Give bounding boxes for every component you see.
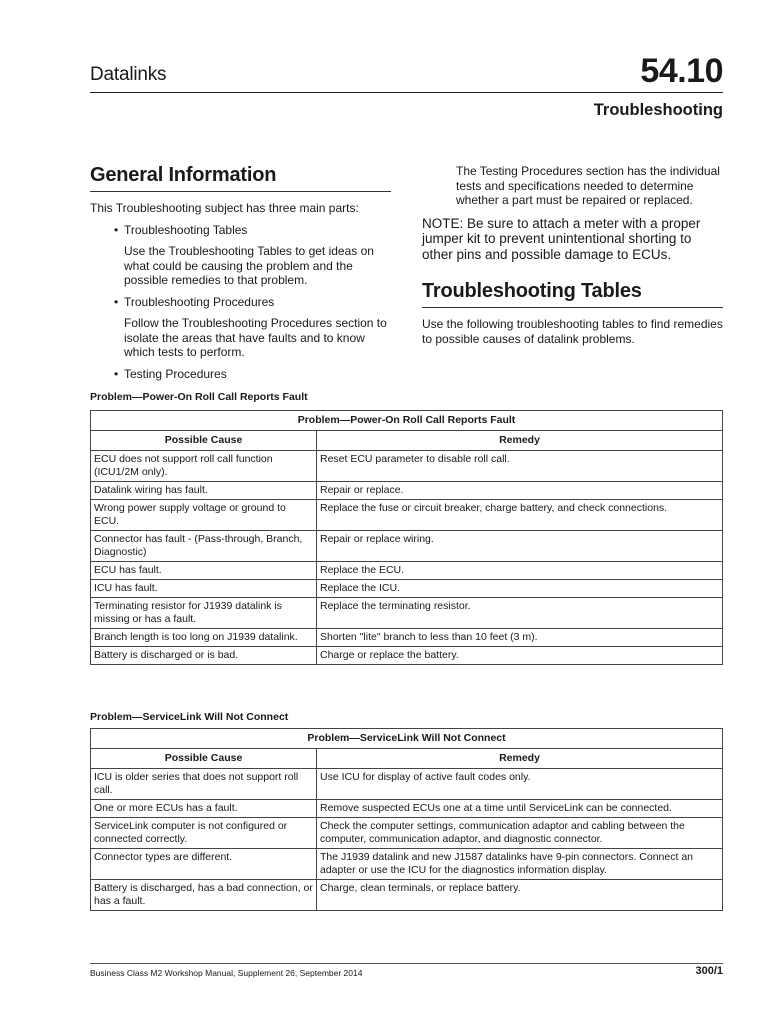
table-row <box>91 562 723 580</box>
table-row <box>91 849 723 880</box>
troubleshooting-tables-heading: Troubleshooting Tables <box>422 280 723 308</box>
table-row <box>91 531 723 562</box>
remedy-cell: Check the computer settings, communication adaptor and cabling between the computer, communication adaptor, and diagnostic connector. <box>317 818 723 849</box>
table-row <box>91 647 723 665</box>
page-subtitle: Troubleshooting <box>593 101 723 119</box>
tables-intro: Use the following troubleshooting tables to find remedies to possible causes of datalink problems. <box>422 317 723 346</box>
left-column <box>90 164 391 381</box>
cause-cell: ICU has fault. <box>91 580 317 598</box>
column-header-remedy: Remedy <box>317 431 723 451</box>
cause-cell: Datalink wiring has fault. <box>91 482 317 500</box>
roll-call-fault-table <box>90 410 723 665</box>
table-title: Problem—ServiceLink Will Not Connect <box>91 729 723 749</box>
list-item-title: Troubleshooting Procedures <box>124 294 275 309</box>
list-item <box>90 223 391 238</box>
table-caption: Problem—ServiceLink Will Not Connect <box>90 711 289 723</box>
table-row <box>91 800 723 818</box>
list-item-desc: Follow the Troubleshooting Procedures section to isolate the areas that have faults and to know which tests to perform. <box>124 316 387 359</box>
cause-cell: ServiceLink computer is not configured or connected correctly. <box>91 818 317 849</box>
table-row <box>91 451 723 482</box>
section-name: Datalinks <box>90 64 167 85</box>
cause-cell: Terminating resistor for J1939 datalink is missing or has a fault. <box>91 598 317 629</box>
cause-cell: Battery is discharged, has a bad connection, or has a fault. <box>91 880 317 911</box>
remedy-cell: Replace the fuse or circuit breaker, charge battery, and check connections. <box>317 500 723 531</box>
list-item <box>90 295 391 310</box>
remedy-cell: The J1939 datalink and new J1587 datalinks have 9-pin connectors. Connect an adapter or use the ICU for the diagnostics information display. <box>317 849 723 880</box>
section-number: 54.10 <box>640 52 723 90</box>
table-row <box>91 580 723 598</box>
table-row <box>91 769 723 800</box>
cause-cell: Connector types are different. <box>91 849 317 880</box>
cause-cell: Connector has fault - (Pass-through, Branch, Diagnostic) <box>91 531 317 562</box>
cause-cell: One or more ECUs has a fault. <box>91 800 317 818</box>
table-row <box>91 500 723 531</box>
cause-cell: Wrong power supply voltage or ground to ECU. <box>91 500 317 531</box>
list-item-desc: Use the Troubleshooting Tables to get ideas on what could be causing the problem and the possible remedies to that problem. <box>124 244 374 287</box>
remedy-cell: Replace the terminating resistor. <box>317 598 723 629</box>
column-header-cause: Possible Cause <box>91 749 317 769</box>
bullet-icon: • <box>114 294 119 309</box>
table-caption: Problem—Power-On Roll Call Reports Fault <box>90 391 308 403</box>
header-divider <box>90 92 723 93</box>
table-row <box>91 629 723 647</box>
right-column <box>422 164 723 346</box>
footer-manual-title: Business Class M2 Workshop Manual, Supplement 26, September 2014 <box>90 968 363 978</box>
cause-cell: ICU is older series that does not support roll call. <box>91 769 317 800</box>
remedy-cell: Replace the ICU. <box>317 580 723 598</box>
cause-cell: ECU has fault. <box>91 562 317 580</box>
list-item <box>90 367 391 382</box>
general-intro: This Troubleshooting subject has three main parts: <box>90 201 359 215</box>
table-row <box>91 880 723 911</box>
table-row <box>91 482 723 500</box>
remedy-cell: Shorten "lite" branch to less than 10 feet (3 m). <box>317 629 723 647</box>
bullet-icon: • <box>114 222 119 237</box>
remedy-cell: Repair or replace. <box>317 482 723 500</box>
table-row <box>91 818 723 849</box>
note-text: NOTE: Be sure to attach a meter with a proper jumper kit to prevent unintentional shorting to other pins and possible damage to ECUs. <box>422 215 701 262</box>
table-title: Problem—Power-On Roll Call Reports Fault <box>91 411 723 431</box>
table-row <box>91 598 723 629</box>
list-item-title: Testing Procedures <box>124 366 227 381</box>
cause-cell: ECU does not support roll call function (ICU1/2M only). <box>91 451 317 482</box>
remedy-cell: Charge, clean terminals, or replace battery. <box>317 880 723 911</box>
general-information-heading: General Information <box>90 164 391 192</box>
column-header-cause: Possible Cause <box>91 431 317 451</box>
cause-cell: Branch length is too long on J1939 datalink. <box>91 629 317 647</box>
remedy-cell: Use ICU for display of active fault codes only. <box>317 769 723 800</box>
footer-divider <box>90 963 723 964</box>
bullet-icon: • <box>114 366 119 381</box>
remedy-cell: Repair or replace wiring. <box>317 531 723 562</box>
remedy-cell: Charge or replace the battery. <box>317 647 723 665</box>
list-item-desc: The Testing Procedures section has the individual tests and specifications needed to determine whether a part must be repaired or replaced. <box>456 164 720 207</box>
remedy-cell: Remove suspected ECUs one at a time until ServiceLink can be connected. <box>317 800 723 818</box>
column-header-remedy: Remedy <box>317 749 723 769</box>
remedy-cell: Replace the ECU. <box>317 562 723 580</box>
remedy-cell: Reset ECU parameter to disable roll call. <box>317 451 723 482</box>
servicelink-table <box>90 728 723 911</box>
page-number: 300/1 <box>695 965 723 977</box>
list-item-title: Troubleshooting Tables <box>124 222 248 237</box>
cause-cell: Battery is discharged or is bad. <box>91 647 317 665</box>
